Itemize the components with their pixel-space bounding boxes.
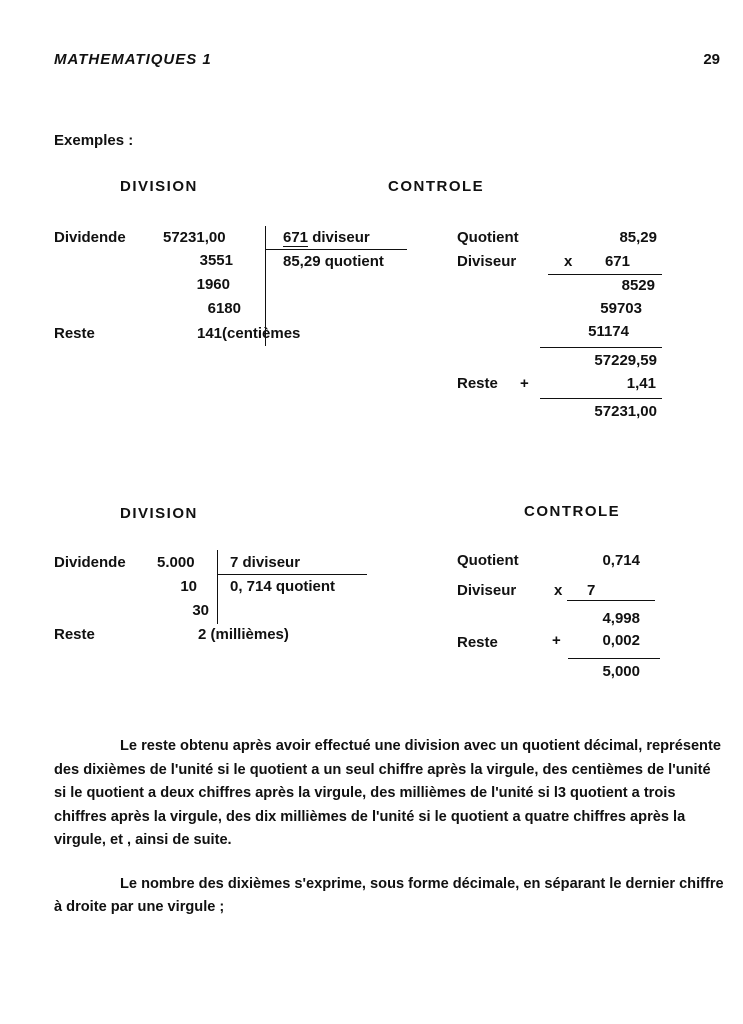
controle-quotient-label: Quotient <box>457 552 519 569</box>
quotient-label: quotient <box>324 253 384 270</box>
paragraph: Le reste obtenu après avoir effectué une division avec un quotient décimal, représente des dixièmes de l'unité si le quotient a un seul chiffre après la virgule, des centièmes de l'unité si le quotient a deux chiffres après la virgule, des millièmes de l'unité si l3 quotient a trois chiffres après la virgule, des dix millièmes de l'unité si le quotient a quatre chiffres après la virgule, et , ainsi de suite. <box>54 738 721 848</box>
divisor-label: diviseur <box>242 554 301 571</box>
dividend-label: Dividende <box>54 554 126 571</box>
division-bracket-horizontal <box>217 574 367 575</box>
plus-sign: + <box>552 632 561 649</box>
remainder-label: Reste <box>54 626 95 643</box>
page-number: 29 <box>703 51 720 68</box>
divisor-value: 671 <box>283 229 309 246</box>
rule-multiply <box>548 274 662 275</box>
controle-quotient-value: 85,29 <box>619 229 657 246</box>
partial-product: 51174 <box>588 323 629 340</box>
division-step: 10 <box>180 578 197 595</box>
dividend-value: 5.000 <box>157 554 195 571</box>
controle-heading: CONTROLE <box>388 178 485 195</box>
controle-remainder-value: 1,41 <box>626 375 656 392</box>
product-value: 57229,59 <box>594 352 657 369</box>
total-value: 5,000 <box>602 663 640 680</box>
divisor-line <box>230 554 300 572</box>
controle-divisor-label: Diviseur <box>457 582 517 599</box>
rule-sum <box>540 347 662 348</box>
division-step: 3551 <box>199 252 233 269</box>
division-step: 1960 <box>196 276 230 293</box>
total-value: 57231,00 <box>594 403 657 420</box>
partial-product: 59703 <box>600 300 642 317</box>
controle-quotient-value: 0,714 <box>602 552 640 569</box>
quotient-value: 85,29 <box>283 253 321 270</box>
controle-remainder-label: Reste <box>457 634 498 651</box>
division-heading: DIVISION <box>120 178 198 195</box>
remainder-label: Reste <box>54 325 95 342</box>
paragraph: Le nombre des dixièmes s'exprime, sous forme décimale, en séparant le dernier chiffre à droite par une virgule ; <box>54 875 724 915</box>
controle-divisor-label: Diviseur <box>457 253 517 270</box>
quotient-value: 0, 714 <box>230 578 272 595</box>
divisor-label: diviseur <box>312 229 370 246</box>
divisor-value: 7 <box>230 554 239 571</box>
examples-label: Exemples : <box>54 132 134 149</box>
plus-sign: + <box>520 375 529 392</box>
dividend-value: 57231,00 <box>163 229 226 246</box>
quotient-line <box>283 253 384 271</box>
product-value: 4,998 <box>602 610 640 627</box>
division-step: 30 <box>192 602 209 619</box>
controle-heading: CONTROLE <box>524 503 621 520</box>
controle-divisor-value: 7 <box>587 582 596 599</box>
body-text <box>54 735 724 920</box>
dividend-label: Dividende <box>54 229 126 246</box>
division-bracket-vertical <box>265 226 266 346</box>
multiply-sign: x <box>554 582 563 599</box>
rule-multiply <box>567 600 655 601</box>
rule-total <box>568 658 660 659</box>
controle-quotient-label: Quotient <box>457 229 519 246</box>
division-step: 6180 <box>207 300 241 317</box>
remainder-value: 141(centièmes <box>197 325 301 342</box>
division-bracket-horizontal <box>265 249 407 250</box>
controle-remainder-label: Reste <box>457 375 498 392</box>
partial-product: 8529 <box>621 277 655 294</box>
divisor-line <box>283 229 370 247</box>
controle-divisor-value: 671 <box>604 253 630 270</box>
page-header-title: MATHEMATIQUES 1 <box>54 51 212 68</box>
quotient-label: quotient <box>275 578 336 595</box>
quotient-line <box>230 578 335 596</box>
controle-remainder-value: 0,002 <box>602 632 640 649</box>
division-heading: DIVISION <box>120 505 198 522</box>
multiply-sign: x <box>564 253 573 270</box>
division-bracket-vertical <box>217 550 218 624</box>
rule-total <box>540 398 662 399</box>
remainder-value: 2 (millièmes) <box>198 626 289 643</box>
